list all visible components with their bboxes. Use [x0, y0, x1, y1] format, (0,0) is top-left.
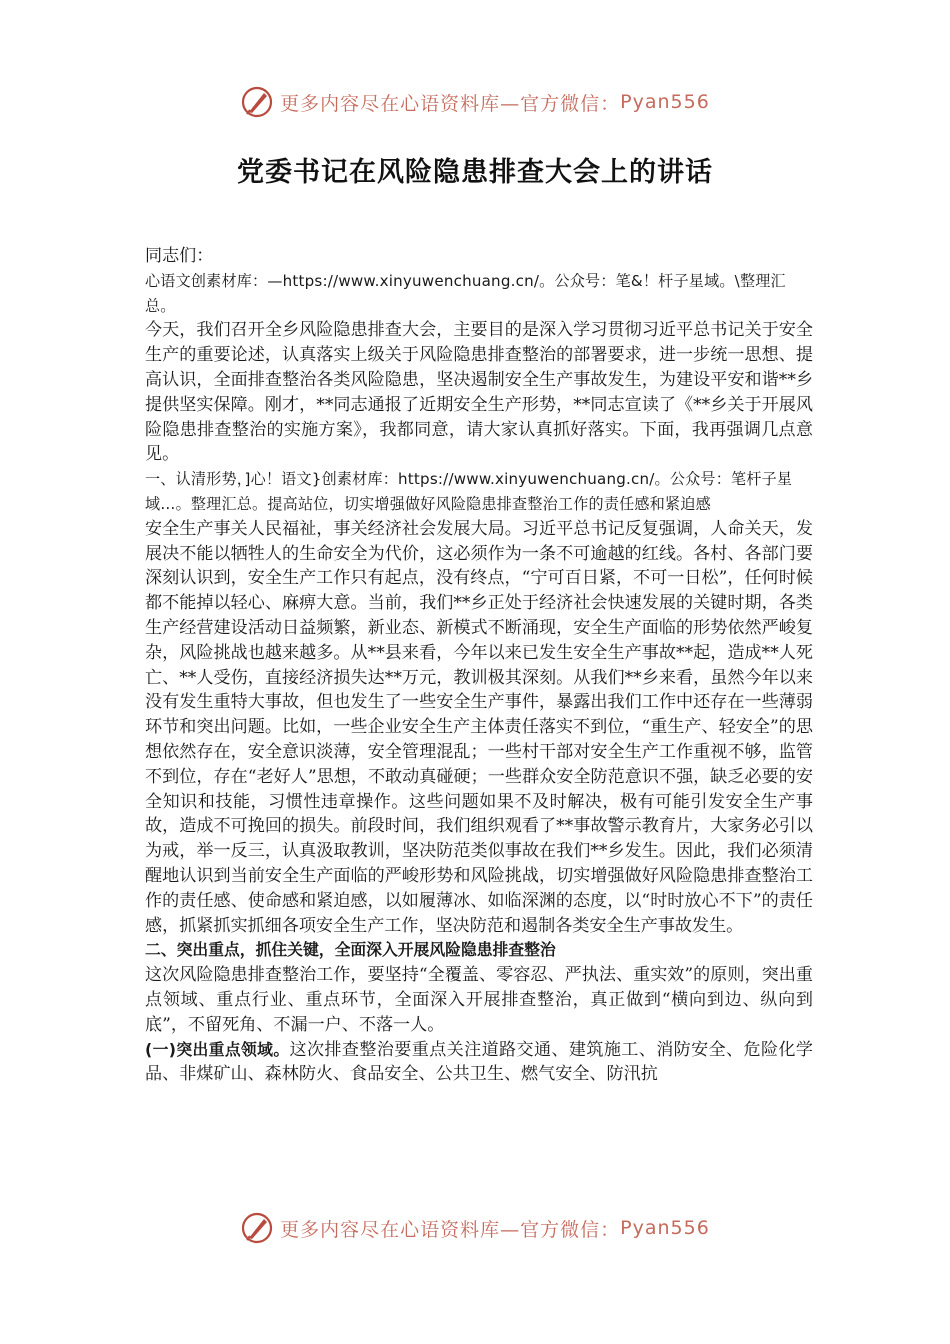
header-banner — [0, 82, 950, 122]
section-1-heading: 一、认清形势，]心！语文}创素材库：https://www.xinyuwenchuang.cn/。公众号：笔杆子星域…。整理汇总。提高站位，切实增强做好风险隐患排查整治工作的责任感和紧迫感 — [145, 470, 793, 513]
banner-wechat-id: Pyan556 — [620, 91, 710, 113]
intro-paragraph: 今天，我们召开全乡风险隐患排查大会，主要目的是深入学习贯彻习近平总书记关于安全生产的重要论述，认真落实上级关于风险隐患排查整治的部署要求，进一步统一思想、提高认识，全面排查整治各类风险隐患，坚决遏制安全生产事故发生，为建设平安和谐**乡提供坚实保障。刚才，**同志通报了近期安全生产形势，**同志宣读了《**乡关于开展风险隐患排查整治的实施方案》，我都同意，请大家认真抓好落实。下面，我再强调几点意见。 — [145, 320, 813, 465]
document-title: 党委书记在风险隐患排查大会上的讲话 — [237, 157, 713, 188]
section-1-paragraph: 安全生产事关人民福祉，事关经济社会发展大局。习近平总书记反复强调，人命关天，发展决不能以牺牲人的生命安全为代价，这必须作为一条不可逾越的红线。各村、各部门要深刻认识到，安全生产工作只有起点，没有终点，“宁可百日紧，不可一日松”，任何时候都不能掉以轻心、麻痹大意。当前，我们**乡正处于经济社会快速发展的关键时期，各类生产经营建设活动日益频繁，新业态、新模式不断涌现，安全生产面临的形势依然严峻复杂，风险挑战也越来越多。从**县来看，今年以来已发生安全生产事故**起，造成**人死亡、**人受伤，直接经济损失达**万元，教训极其深刻。从我们**乡来看，虽然今年以来没有发生重特大事故，但也发生了一些安全生产事件，暴露出我们工作中还存在一些薄弱环节和突出问题。比如，一些企业安全生产主体责任落实不到位，“重生产、轻安全”的思想依然存在，安全意识淡薄，安全管理混乱；一些村干部对安全生产工作重视不够，监管不到位，存在“老好人”思想，不敢动真碰硬；一些群众安全防范意识不强，缺乏必要的安全知识和技能，习惯性违章操作。这些问题如果不及时解决，极有可能引发安全生产事故，造成不可挽回的损失。前段时间，我们组织观看了**事故警示教育片，大家务必引以为戒，举一反三，认真汲取教训，坚决防范类似事故在我们**乡发生。因此，我们必须清醒地认识到当前安全生产面临的严峻形势和风险挑战，切实增强做好风险隐患排查整治工作的责任感、使命感和紧迫感，以如履薄冰、如临深渊的态度，以“时时放心不下”的责任感，抓紧抓实抓细各项安全生产工作，坚决防范和遏制各类安全生产事故发生。 — [145, 518, 813, 936]
banner-text: 更多内容尽在心语资料库—官方微信： — [280, 92, 621, 115]
quill-pen-logo-icon — [240, 85, 274, 119]
footer-banner — [0, 1208, 950, 1248]
document-body — [145, 244, 813, 1087]
subsection-1-text: 这次排查整治要重点关注道路交通、建筑施工、消防安全、危险化学品、非煤矿山、森林防火、食品安全、公共卫生、燃气安全、防汛抗 — [145, 1039, 813, 1085]
quill-pen-logo-icon — [240, 1211, 274, 1245]
salutation: 同志们： — [145, 246, 214, 266]
banner-wechat-id: Pyan556 — [620, 1217, 710, 1239]
banner-text: 更多内容尽在心语资料库—官方微信： — [280, 1218, 621, 1241]
section-2-heading: 二、突出重点，抓住关键，全面深入开展风险隐患排查整治 — [145, 940, 556, 960]
section-2-paragraph: 这次风险隐患排查整治工作，要坚持“全覆盖、零容忍、严执法、重实效”的原则，突出重点领域、重点行业、重点环节，全面深入开展排查整治，真正做到“横向到边、纵向到底”，不留死角、不漏一户、不落一人。 — [145, 965, 813, 1035]
source-note: 心语文创素材库：—https://www.xinyuwenchuang.cn/。公众号：笔&！杆子星域。\整理汇总。 — [145, 271, 786, 315]
subsection-1-paragraph — [145, 1038, 813, 1088]
subsection-1-lead: (一)突出重点领域。 — [145, 1039, 290, 1059]
